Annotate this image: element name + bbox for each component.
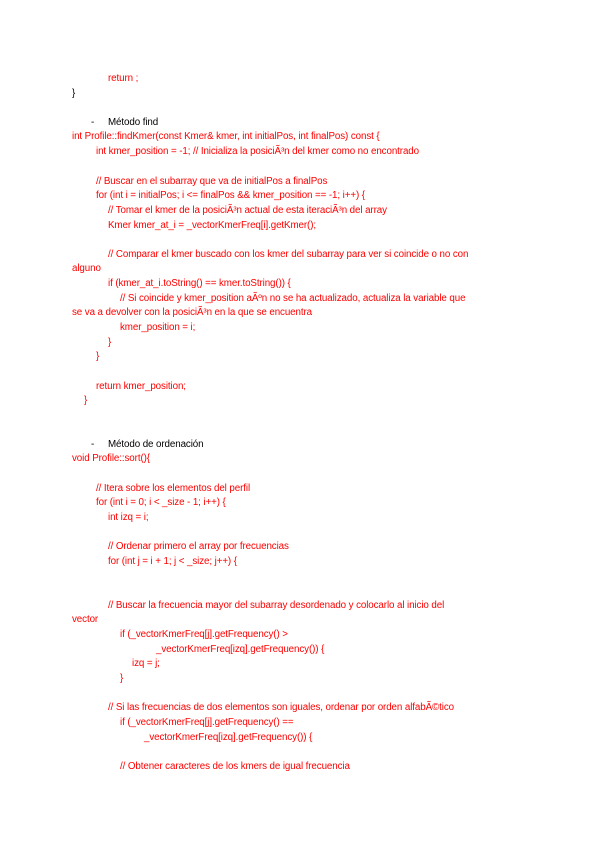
code-line-close-brace: } xyxy=(72,88,76,99)
code-comment-itera-elementos: // Itera sobre los elementos del perfil xyxy=(96,483,251,494)
code-line-for-i: for (int i = 0; i < _size - 1; i++) { xyxy=(96,497,226,508)
code-line-frequency-izq-equal: _vectorKmerFreq[izq].getFrequency()) { xyxy=(144,732,313,743)
code-line-kmer-at-i: Kmer kmer_at_i = _vectorKmerFreq[i].getKmer(); xyxy=(108,220,316,231)
code-comment-comparar-kmer: // Comparar el kmer buscado con los kmer del subarray para ver si coincide o no con xyxy=(108,249,469,260)
code-line-kmer-position-assign: kmer_position = i; xyxy=(120,322,196,333)
code-line-if-frequency-greater: if (_vectorKmerFreq[j].getFrequency() > xyxy=(120,629,288,640)
code-comment-alguno: alguno xyxy=(72,263,101,274)
bullet-dash: - xyxy=(91,439,95,450)
code-line-for-j: for (int j = i + 1; j < _size; j++) { xyxy=(108,556,237,567)
code-comment-tomar-kmer: // Tomar el kmer de la posiciÃ³n actual de esta iteraciÃ³n del array xyxy=(108,205,387,216)
code-line-close-for: } xyxy=(96,351,100,362)
code-comment-si-coincide: // Si coincide y kmer_position aÃºn no se ha actualizado, actualiza la variable que xyxy=(120,293,466,304)
code-line-int-izq: int izq = i; xyxy=(108,512,149,523)
code-line-if-frequency-equal: if (_vectorKmerFreq[j].getFrequency() == xyxy=(120,717,294,728)
code-line-findkmer-signature: int Profile::findKmer(const Kmer& kmer, int initialPos, int finalPos) const { xyxy=(72,131,380,142)
code-line-close-if-greater: } xyxy=(120,673,124,684)
section-heading-find: Método find xyxy=(108,117,159,128)
code-comment-frecuencias-iguales: // Si las frecuencias de dos elementos son iguales, ordenar por orden alfabÃ©tico xyxy=(108,702,455,713)
code-line-return-position: return kmer_position; xyxy=(96,381,186,392)
section-heading-ordenacion: Método de ordenación xyxy=(108,439,204,450)
code-line-kmer-position-init: int kmer_position = -1; // Inicializa la posiciÃ³n del kmer como no encontrado xyxy=(96,146,420,157)
code-line-izq-assign: izq = j; xyxy=(132,658,160,669)
code-line-if-tostring: if (kmer_at_i.toString() == kmer.toString()) { xyxy=(108,278,291,289)
code-line-sort-signature: void Profile::sort(){ xyxy=(72,453,150,464)
code-comment-buscar-frecuencia-mayor: // Buscar la frecuencia mayor del subarray desordenado y colocarlo al inicio del xyxy=(108,600,445,611)
code-line-close-function: } xyxy=(84,395,88,406)
code-comment-se-va-a-devolver: se va a devolver con la posiciÃ³n en la que se encuentra xyxy=(72,307,313,318)
code-comment-vector: vector xyxy=(72,614,99,625)
bullet-dash: - xyxy=(91,117,95,128)
code-comment-buscar-subarray: // Buscar en el subarray que va de initialPos a finalPos xyxy=(96,176,328,187)
code-line-close-if: } xyxy=(108,337,112,348)
code-line-frequency-izq: _vectorKmerFreq[izq].getFrequency()) { xyxy=(156,644,325,655)
code-comment-obtener-caracteres: // Obtener caracteres de los kmers de igual frecuencia xyxy=(120,761,350,772)
code-comment-ordenar-frecuencias: // Ordenar primero el array por frecuencias xyxy=(108,541,289,552)
code-line-return: return ; xyxy=(108,73,139,84)
code-line-for-initialpos: for (int i = initialPos; i <= finalPos && kmer_position == -1; i++) { xyxy=(96,190,365,201)
